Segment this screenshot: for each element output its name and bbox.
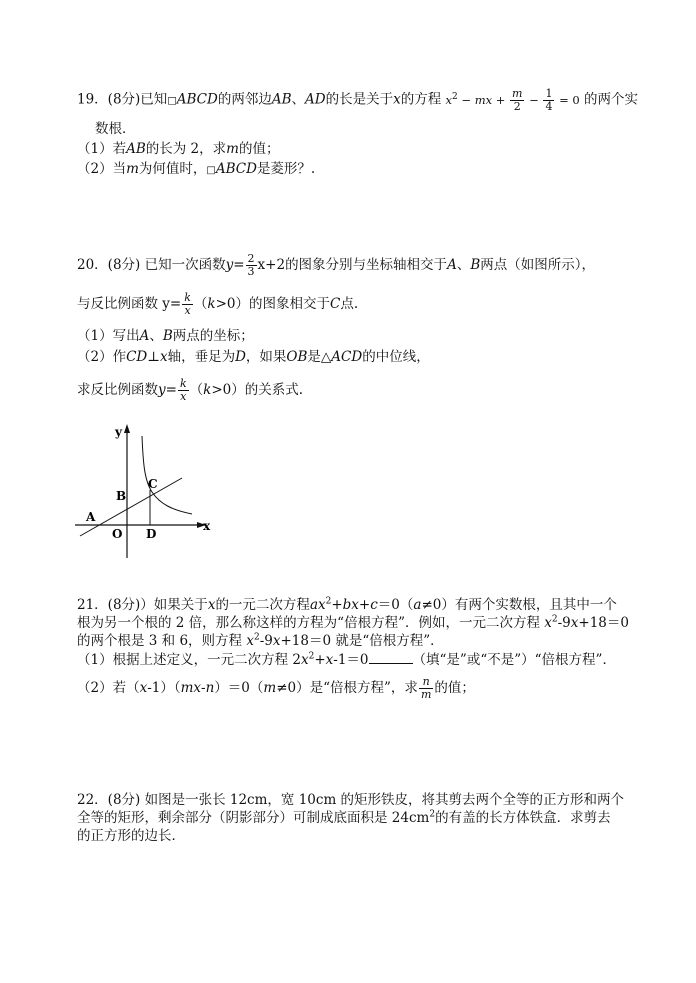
q21-frac-nm (419, 676, 433, 701)
t: x (539, 615, 552, 631)
t: + (314, 652, 326, 668)
t: x (242, 633, 254, 649)
t: （2）作 (77, 349, 127, 365)
t: （1）根据上述定义，一元二次方程 2 (77, 652, 301, 668)
t: ，如果 (245, 349, 287, 365)
t: mx (180, 680, 202, 696)
q20-frac-23 (246, 253, 257, 278)
q22-line1 (77, 791, 624, 809)
t: +18＝0 (578, 615, 629, 631)
q20-part1 (77, 327, 254, 345)
frac-num: k (184, 291, 191, 304)
t: >0）的关系式. (211, 382, 304, 398)
t: 2 (308, 651, 315, 662)
t: m (263, 680, 277, 696)
eq-mx: mx (474, 92, 493, 107)
t: ＝0（ (377, 597, 414, 613)
fig-label-b: B (116, 489, 127, 503)
t: （1）写出 (77, 328, 140, 344)
t: - (201, 680, 206, 696)
t: x (570, 615, 579, 631)
t: OB (286, 349, 308, 365)
t: 22．(8分) 如图是一张长 12cm，宽 10cm 的矩形铁皮，将其剪去两个全等的正方形和两个 (77, 792, 625, 808)
q22-line2 (77, 809, 611, 827)
t: x (139, 680, 148, 696)
t: -9 (557, 615, 571, 631)
frac-den: 2 (513, 100, 521, 113)
t: 两点（如图所示）， (480, 257, 595, 273)
eq-minus2: − (525, 92, 543, 107)
t: 的值； (238, 141, 280, 157)
t: 两点的坐标； (172, 328, 254, 344)
t: x (272, 633, 281, 649)
t: A (139, 328, 150, 344)
q19-sep: 、 (291, 91, 306, 108)
t: （ (193, 296, 208, 312)
t: x (207, 597, 216, 613)
q19-line2 (95, 120, 136, 138)
q20-line2 (77, 292, 358, 317)
t: 的长为 2，求 (145, 141, 227, 157)
fig-label-a: A (86, 510, 96, 524)
t: 的两个根是 3 和 6，则方程 (77, 633, 243, 649)
t: B (470, 257, 481, 273)
t: ≠0）是“倍根方程”，求 (276, 680, 418, 696)
t: -9 (259, 633, 273, 649)
t: 21．(8分)）如果关于 (77, 597, 208, 613)
t: C (330, 296, 341, 312)
q20-line1 (77, 253, 595, 278)
t: ）＝0（ (214, 680, 264, 696)
frac-den: 3 (247, 265, 255, 278)
q20-figure (70, 420, 220, 565)
q22-line3 (77, 827, 185, 845)
eq-x: x (445, 92, 453, 107)
q19-head: 19．(8分)已知 (77, 91, 168, 108)
q21-line3 (77, 632, 444, 650)
q20-frac-kx (182, 292, 193, 317)
q19-ab: AB (271, 91, 292, 108)
t: 全等的矩形，剩余部分（阴影部分）可制成底面积是 24cm (77, 810, 430, 826)
t: ACD (331, 349, 363, 365)
q19-frac-14 (543, 88, 554, 113)
t: D (235, 349, 246, 365)
frac-num: 1 (545, 87, 553, 100)
t: 与反比例函数 y= (77, 296, 182, 312)
t: x (159, 349, 168, 365)
t: 轴，垂足为 (167, 349, 236, 365)
fig-label-o: O (112, 527, 123, 541)
frac-den: x (184, 304, 191, 317)
t: >0）的图象相交于 (215, 296, 330, 312)
t: y (158, 382, 166, 398)
q19-text4: 的两个实 (579, 91, 638, 108)
q19-text3: 的方程 (400, 91, 442, 108)
t: -1＝0 (333, 652, 369, 668)
q19-abcd: ABCD (176, 91, 218, 108)
t: 的正方形的边长． (77, 828, 185, 844)
t: 、 (149, 328, 163, 344)
eq-minus: − (457, 92, 475, 107)
q19-frac-m2 (510, 88, 524, 113)
q20-line5 (77, 378, 303, 403)
t: 求反比例函数 (77, 382, 158, 398)
frac-num: m (512, 87, 523, 100)
q19-x: x (393, 91, 401, 108)
parallelogram-icon: □ (206, 165, 216, 176)
q19-text: 的两邻边 (217, 91, 272, 108)
parallelogram-icon: □ (167, 95, 177, 107)
t: n (205, 680, 215, 696)
t: B (162, 328, 173, 344)
answer-blank[interactable] (369, 651, 413, 664)
q19-equation (445, 87, 580, 113)
t: 的图象分别与坐标轴相交于 (285, 257, 448, 273)
q21-line1 (77, 596, 617, 614)
t: -1）（ (147, 680, 181, 696)
t: 2 (253, 632, 260, 643)
t: A (447, 257, 457, 273)
t: 为何值时， (138, 161, 207, 177)
t: m (226, 141, 239, 157)
frac-den: x (180, 390, 187, 403)
fig-label-d: D (146, 527, 157, 541)
t: CD (126, 349, 148, 365)
q19-ad: AD (305, 91, 326, 108)
t: x+2 (257, 257, 286, 273)
t: （1）若 (77, 141, 127, 157)
fig-label-c: C (148, 477, 158, 491)
q19-part1 (77, 140, 279, 158)
q21-part1 (77, 651, 616, 669)
t: ≠0）有两个实数根，且其中一个 (421, 597, 617, 613)
linear-function-line (80, 478, 182, 536)
t: 的值； (434, 680, 475, 696)
frac-den: m (420, 688, 432, 701)
t: k (207, 296, 216, 312)
q21-line2 (77, 614, 629, 632)
t: ⊥ (147, 349, 160, 365)
t: y (225, 257, 234, 273)
t: 是菱形？. (256, 161, 316, 177)
t: （ (189, 382, 204, 398)
frac-num: 2 (247, 252, 255, 265)
q19-part2 (77, 160, 315, 180)
t: x (300, 652, 309, 668)
t: 根为另一个根的 2 倍，那么称这样的方程为“倍根方程”．例如，一元二次方程 (77, 615, 540, 631)
fig-label-x: x (203, 519, 211, 533)
t: 、 (456, 257, 471, 273)
t: k (203, 382, 212, 398)
t: a (413, 597, 422, 613)
t: +18＝0 就是“倍根方程”． (280, 633, 444, 649)
t: （2）若（ (77, 680, 140, 696)
t: 点. (340, 296, 359, 312)
t: AB (126, 141, 146, 157)
q21-part2 (77, 676, 475, 701)
t: 是△ (307, 349, 332, 365)
frac-num: k (179, 377, 187, 390)
t: +bx+c (331, 597, 378, 613)
t: = (233, 257, 245, 273)
frac-den: 4 (545, 100, 553, 113)
q19-cont: 数根． (95, 121, 136, 137)
t: （填“是”或“不是”）“倍根方程”． (412, 652, 616, 668)
q20-part2 (77, 348, 430, 366)
eq-sq: 2 (452, 91, 458, 102)
t: 2 (429, 809, 436, 820)
t: x (325, 652, 334, 668)
t: m (126, 161, 139, 177)
t: 的有盖的长方体铁盒．求剪去 (435, 810, 611, 826)
t: 2 (325, 596, 332, 607)
frac-num: n (419, 676, 433, 689)
t: ax (309, 597, 326, 613)
t: = (165, 382, 177, 398)
y-axis-arrow-icon (124, 424, 130, 433)
eq-plus: + (492, 92, 510, 107)
q20-frac-kx2 (178, 378, 189, 403)
fig-label-y: y (115, 425, 122, 439)
q20-head: 20．(8分) 已知一次函数 (77, 257, 226, 273)
t: 的中位线， (362, 349, 430, 365)
q19-line1 (77, 88, 638, 113)
q19-text2: 的长是关于 (325, 91, 394, 108)
t: 2 (551, 614, 558, 625)
eq-eq0: = 0 (555, 92, 580, 107)
t: （2）当 (77, 161, 127, 177)
t: 的一元二次方程 (215, 597, 310, 613)
t: ABCD (215, 161, 257, 177)
